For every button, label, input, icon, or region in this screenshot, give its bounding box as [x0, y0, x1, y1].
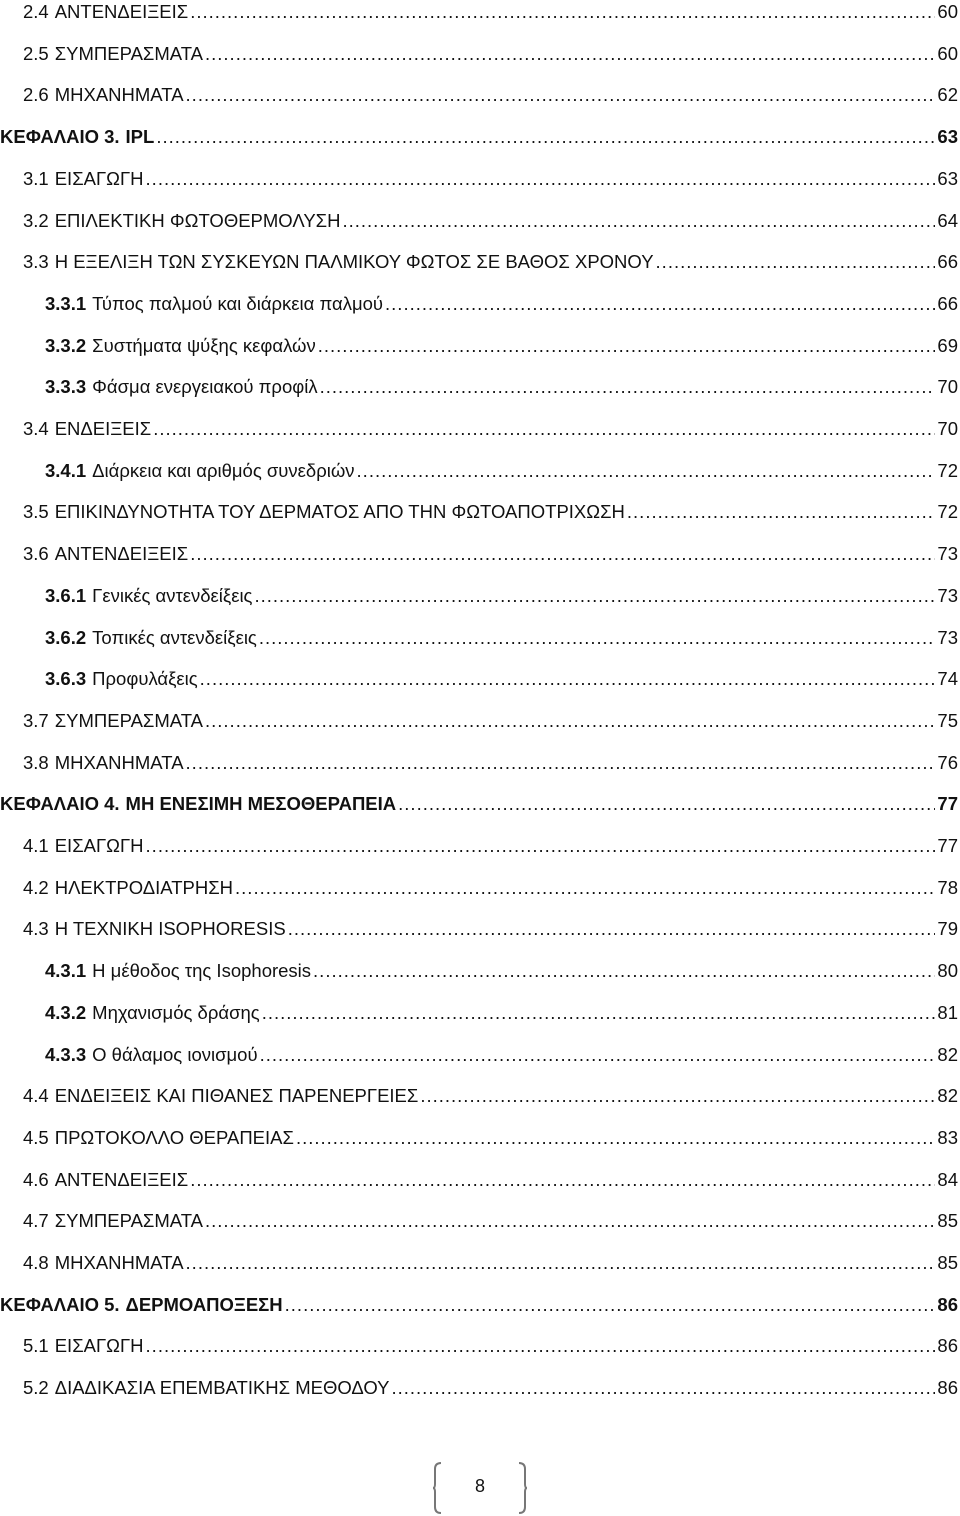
- toc-entry-page: 72: [937, 501, 958, 523]
- toc-entry-page: 80: [937, 960, 958, 982]
- toc-entry-title: ΔΙΑΔΙΚΑΣΙΑ ΕΠΕΜΒΑΤΙΚΗΣ ΜΕΘΟΔΟΥ: [54, 1377, 390, 1399]
- toc-entry-number: 3.6.3: [45, 668, 87, 690]
- toc-entry-page: 78: [937, 876, 958, 898]
- toc-entry-title: Φάσμα ενεργειακού προφίλ: [92, 376, 318, 398]
- toc-entry[interactable]: [45, 1001, 958, 1025]
- toc-entry-number: 3.1: [23, 167, 49, 189]
- toc-entry-page: 77: [937, 835, 958, 856]
- dot-leader: [656, 250, 936, 274]
- toc-entry-page: 73: [937, 543, 958, 565]
- dot-leader: [357, 459, 936, 483]
- dot-leader: [627, 500, 936, 524]
- toc-entry-title: ΜΗΧΑΝΗΜΑΤΑ: [54, 1252, 184, 1273]
- dot-leader: [235, 876, 935, 900]
- toc-entry-number: 3.4: [23, 418, 49, 439]
- toc-entry-title: Τοπικές αντενδείξεις: [92, 626, 257, 648]
- toc-entry-number: 4.3.3: [45, 1043, 87, 1065]
- toc-entry-title: Η μέθοδος της Isophoresis: [92, 960, 312, 982]
- toc-entry[interactable]: [23, 1376, 958, 1400]
- toc-entry[interactable]: [23, 834, 958, 858]
- toc-entry-number: ΚΕΦΑΛΑΙΟ 5.: [0, 1293, 120, 1315]
- toc-entry-page: 70: [937, 418, 958, 439]
- toc-entry-page: 81: [937, 1001, 958, 1023]
- dot-leader: [190, 1168, 935, 1192]
- toc-entry[interactable]: [23, 1084, 958, 1108]
- toc-entry-title: Μηχανισμός δράσης: [92, 1001, 260, 1023]
- toc-entry-title: Προφυλάξεις: [92, 668, 198, 690]
- dot-leader: [186, 83, 936, 107]
- toc-entry-page: 73: [937, 584, 958, 606]
- toc-entry-number: 4.4: [23, 1085, 49, 1107]
- toc-entry-page: 85: [937, 1252, 958, 1273]
- page-number: 8: [474, 1476, 485, 1496]
- toc-entry[interactable]: [23, 1334, 958, 1358]
- toc-entry-number: 4.3: [23, 918, 49, 940]
- dot-leader: [398, 792, 935, 816]
- toc-entry-page: 77: [937, 793, 958, 815]
- toc-entry-page: 82: [937, 1085, 958, 1107]
- toc-entry-number: 3.4.1: [45, 459, 87, 481]
- toc-entry[interactable]: [23, 250, 958, 274]
- toc-entry-title: IPL: [125, 126, 155, 148]
- toc-entry-page: 76: [937, 751, 958, 773]
- toc-entry[interactable]: [23, 500, 958, 524]
- toc-entry[interactable]: [23, 1168, 958, 1192]
- toc-entry-number: 3.2: [23, 209, 49, 231]
- toc-entry-number: 4.6: [23, 1168, 49, 1190]
- toc-entry-title: ΠΡΩΤΟΚΟΛΛΟ ΘΕΡΑΠΕΙΑΣ: [54, 1126, 294, 1148]
- dot-leader: [186, 1251, 936, 1275]
- toc-entry-number: 5.1: [23, 1335, 49, 1357]
- toc-entry-page: 75: [937, 709, 958, 731]
- toc-entry-number: 4.7: [23, 1210, 49, 1232]
- dot-leader: [156, 125, 935, 149]
- toc-entry-number: 4.1: [23, 835, 49, 856]
- toc-entry-page: 66: [937, 251, 958, 273]
- toc-entry-number: 4.5: [23, 1126, 49, 1148]
- toc-entry-title: Η ΤΕΧΝΙΚΗ ISOPHORESIS: [54, 918, 286, 940]
- toc-entry-number: 4.3.2: [45, 1001, 87, 1023]
- toc-entry-page: 64: [937, 209, 958, 231]
- toc-entry[interactable]: [45, 459, 958, 483]
- toc-entry-page: 60: [937, 42, 958, 64]
- toc-entry-number: 3.8: [23, 751, 49, 773]
- toc-entry-number: 3.3.2: [45, 334, 87, 356]
- toc-entry[interactable]: [45, 334, 958, 358]
- toc-entry-title: ΣΥΜΠΕΡΑΣΜΑΤΑ: [54, 42, 203, 64]
- toc-entry-page: 83: [937, 1126, 958, 1148]
- toc-entry-number: 2.6: [23, 84, 49, 106]
- toc-entry-page: 86: [937, 1335, 958, 1357]
- toc-entry-number: 4.8: [23, 1252, 49, 1273]
- toc-entry[interactable]: [45, 292, 958, 316]
- toc-entry-number: 3.6.2: [45, 626, 87, 648]
- toc-entry[interactable]: [23, 917, 958, 941]
- toc-entry-number: 4.3.1: [45, 960, 87, 982]
- toc-entry-number: 2.5: [23, 42, 49, 64]
- toc-entry-number: 3.6.1: [45, 584, 87, 606]
- dot-leader: [285, 1293, 936, 1317]
- toc-entry-title: ΣΥΜΠΕΡΑΣΜΑΤΑ: [54, 1210, 203, 1232]
- dot-leader: [288, 917, 936, 941]
- toc-entry-number: 3.5: [23, 501, 49, 523]
- toc-entry[interactable]: [23, 751, 958, 775]
- toc-entry-title: Η ΕΞΕΛΙΞΗ ΤΩΝ ΣΥΣΚΕΥΩΝ ΠΑΛΜΙΚΟΥ ΦΩΤΟΣ ΣΕ ΒΑΘΟΣ ΧΡΟΝΟΥ: [54, 251, 654, 273]
- toc-entry-number: 2.4: [23, 1, 49, 22]
- dot-leader: [420, 1084, 935, 1108]
- toc-entry-title: ΕΙΣΑΓΩΓΗ: [54, 1335, 144, 1357]
- toc-entry-number: 5.2: [23, 1377, 49, 1399]
- toc-entry-title: Συστήματα ψύξης κεφαλών: [92, 334, 316, 356]
- dot-leader: [146, 834, 936, 858]
- dot-leader: [260, 1043, 936, 1067]
- toc-entry-title: ΑΝΤΕΝΔΕΙΞΕΙΣ: [54, 1168, 189, 1190]
- dot-leader: [190, 0, 935, 24]
- toc-entry-number: 3.6: [23, 543, 49, 565]
- toc-entry-page: 62: [937, 84, 958, 106]
- toc-entry-title: Διάρκεια και αριθμός συνεδριών: [92, 459, 355, 481]
- toc-entry-page: 66: [937, 292, 958, 314]
- toc-entry-number: 3.3: [23, 251, 49, 273]
- toc-entry-title: ΕΠΙΛΕΚΤΙΚΗ ΦΩΤΟΘΕΡΜΟΛΥΣΗ: [54, 209, 341, 231]
- right-brace-icon: [518, 1462, 528, 1514]
- toc-entry-number: 3.3.3: [45, 376, 87, 398]
- dot-leader: [259, 626, 936, 650]
- toc-entry-title: Τύπος παλμού και διάρκεια παλμού: [92, 292, 384, 314]
- dot-leader: [391, 1376, 935, 1400]
- toc-entry-page: 86: [937, 1293, 958, 1315]
- dot-leader: [296, 1126, 935, 1150]
- dot-leader: [385, 292, 935, 316]
- toc-entry-page: 82: [937, 1043, 958, 1065]
- dot-leader: [320, 375, 936, 399]
- toc-entry[interactable]: [23, 542, 958, 566]
- dot-leader: [254, 584, 935, 608]
- toc-entry-title: ΗΛΕΚΤΡΟΔΙΑΤΡΗΣΗ: [54, 876, 234, 898]
- toc-entry-number: ΚΕΦΑΛΑΙΟ 4.: [0, 793, 120, 815]
- toc-entry-page: 73: [937, 626, 958, 648]
- dot-leader: [205, 42, 935, 66]
- toc-entry-title: ΑΝΤΕΝΔΕΙΞΕΙΣ: [54, 1, 189, 22]
- toc-entry-page: 63: [937, 126, 958, 148]
- toc-entry-page: 72: [937, 459, 958, 481]
- toc-entry-number: ΚΕΦΑΛΑΙΟ 3.: [0, 126, 120, 148]
- dot-leader: [342, 209, 935, 233]
- toc-entry[interactable]: [0, 792, 958, 816]
- dot-leader: [146, 1334, 936, 1358]
- toc-entry-page: 60: [937, 1, 958, 22]
- toc-entry[interactable]: [23, 1209, 958, 1233]
- toc-entry-number: 3.3.1: [45, 292, 87, 314]
- toc-entry-title: ΕΙΣΑΓΩΓΗ: [54, 835, 144, 856]
- toc-entry-page: 70: [937, 376, 958, 398]
- toc-entry-title: Γενικές αντενδείξεις: [92, 584, 253, 606]
- toc-entry[interactable]: [23, 876, 958, 900]
- toc-entry[interactable]: [45, 626, 958, 650]
- dot-leader: [313, 959, 935, 983]
- page-footer: [432, 1462, 528, 1514]
- dot-leader: [146, 167, 936, 191]
- toc-entry[interactable]: [45, 667, 958, 691]
- dot-leader: [205, 709, 935, 733]
- toc-entry-title: ΜΗ ΕΝΕΣΙΜΗ ΜΕΣΟΘΕΡΑΠΕΙΑ: [125, 793, 397, 815]
- toc-entry-title: ΕΙΣΑΓΩΓΗ: [54, 167, 144, 189]
- dot-leader: [205, 1209, 935, 1233]
- toc-entry-title: ΕΝΔΕΙΞΕΙΣ ΚΑΙ ΠΙΘΑΝΕΣ ΠΑΡΕΝΕΡΓΕΙΕΣ: [54, 1085, 419, 1107]
- toc-entry-page: 86: [937, 1377, 958, 1399]
- toc-entry-title: ΜΗΧΑΝΗΜΑΤΑ: [54, 751, 184, 773]
- dot-leader: [153, 417, 935, 441]
- toc-entry-page: 79: [937, 918, 958, 940]
- toc-entry[interactable]: [23, 417, 958, 441]
- toc-entry[interactable]: [45, 1043, 958, 1067]
- toc-entry[interactable]: [0, 125, 958, 149]
- toc-entry-title: ΕΝΔΕΙΞΕΙΣ: [54, 418, 152, 439]
- toc-entry-title: ΕΠΙΚΙΝΔΥΝΟΤΗΤΑ ΤΟΥ ΔΕΡΜΑΤΟΣ ΑΠΟ ΤΗΝ ΦΩΤΟΑΠΟΤΡΙΧΩΣΗ: [54, 501, 625, 523]
- dot-leader: [186, 751, 936, 775]
- toc-entry[interactable]: [23, 42, 958, 66]
- toc-entry-title: ΣΥΜΠΕΡΑΣΜΑΤΑ: [54, 709, 203, 731]
- toc-entry-page: 85: [937, 1210, 958, 1232]
- toc-entry-page: 84: [937, 1168, 958, 1190]
- toc-entry[interactable]: [23, 1251, 958, 1275]
- toc-entry[interactable]: [23, 709, 958, 733]
- toc-entry-title: ΔΕΡΜΟΑΠΟΞΕΣΗ: [125, 1293, 283, 1315]
- toc-entry-title: ΑΝΤΕΝΔΕΙΞΕΙΣ: [54, 543, 189, 565]
- toc-entry[interactable]: [45, 584, 958, 608]
- toc-entry[interactable]: [23, 83, 958, 107]
- toc-entry[interactable]: [45, 375, 958, 399]
- dot-leader: [200, 667, 936, 691]
- toc-entry[interactable]: [0, 1293, 958, 1317]
- dot-leader: [190, 542, 935, 566]
- toc-entry[interactable]: [23, 209, 958, 233]
- toc-entry-number: 4.2: [23, 876, 49, 898]
- toc-entry[interactable]: [23, 1126, 958, 1150]
- dot-leader: [262, 1001, 936, 1025]
- toc-entry-title: ΜΗΧΑΝΗΜΑΤΑ: [54, 84, 184, 106]
- toc-entry-number: 3.7: [23, 709, 49, 731]
- toc-entry-title: Ο θάλαμος ιονισμού: [92, 1043, 258, 1065]
- toc-entry[interactable]: [23, 167, 958, 191]
- toc-entry-page: 69: [937, 334, 958, 356]
- dot-leader: [318, 334, 936, 358]
- toc-entry-page: 74: [937, 668, 958, 690]
- toc-entry[interactable]: [23, 0, 958, 24]
- toc-entry[interactable]: [45, 959, 958, 983]
- toc-entry-page: 63: [937, 167, 958, 189]
